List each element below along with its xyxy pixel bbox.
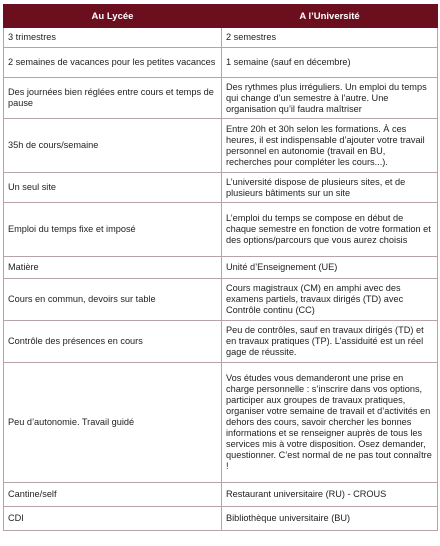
cell-lycee: Un seul site (4, 173, 222, 203)
cell-lycee: Contrôle des présences en cours (4, 321, 222, 363)
cell-lycee: Des journées bien réglées entre cours et temps de pause (4, 78, 222, 119)
comparison-table-container (3, 4, 437, 531)
cell-universite: Peu de contrôles, sauf en travaux dirigés (TD) et en travaux pratiques (TP). L’assiduité est un réel gage de réussite. (222, 321, 438, 363)
header-universite: A l’Université (222, 5, 438, 28)
table-row (4, 173, 438, 203)
table-row (4, 78, 438, 119)
table-row (4, 48, 438, 78)
table-row (4, 321, 438, 363)
cell-lycee: 35h de cours/semaine (4, 119, 222, 173)
cell-universite: Unité d’Enseignement (UE) (222, 257, 438, 279)
table-row (4, 363, 438, 483)
cell-lycee: Emploi du temps fixe et imposé (4, 203, 222, 257)
table-row (4, 119, 438, 173)
cell-universite: Cours magistraux (CM) en amphi avec des examens partiels, travaux dirigés (TD) avec Contrôle continu (CC) (222, 279, 438, 321)
cell-universite: Des rythmes plus irréguliers. Un emploi du temps qui change d’un semestre à l’autre. Une organisation qu’il faudra maîtriser (222, 78, 438, 119)
cell-universite: Entre 20h et 30h selon les formations. À ces heures, il est indispensable d’ajouter votre travail personnel en autonomie (travail en BU, recherches pour compléter les cours...). (222, 119, 438, 173)
cell-universite: Bibliothèque universitaire (BU) (222, 507, 438, 531)
table-row (4, 279, 438, 321)
cell-universite: Restaurant universitaire (RU) - CROUS (222, 483, 438, 507)
cell-universite: 1 semaine (sauf en décembre) (222, 48, 438, 78)
table-row (4, 257, 438, 279)
table-header-row (4, 5, 438, 28)
cell-lycee: 3 trimestres (4, 28, 222, 48)
table-row (4, 28, 438, 48)
cell-lycee: 2 semaines de vacances pour les petites vacances (4, 48, 222, 78)
cell-universite: L’université dispose de plusieurs sites, et de plusieurs bâtiments sur un site (222, 173, 438, 203)
cell-universite: L’emploi du temps se compose en début de chaque semestre en fonction de votre formation et des options/parcours que vous aurez choisis (222, 203, 438, 257)
cell-universite: Vos études vous demanderont une prise en charge personnelle : s’inscrire dans vos options, participer aux groupes de travaux pratiques, organiser votre semaine de travail et d’activités en dehors des cours, savoir chercher les bonnes informations et se renseigner auprès de tous les services mis à votre disposition. Osez demander, questionner. C’est normal de ne pas tout connaître ! (222, 363, 438, 483)
cell-lycee: Cantine/self (4, 483, 222, 507)
cell-lycee: Peu d’autonomie. Travail guidé (4, 363, 222, 483)
table-row (4, 483, 438, 507)
comparison-table (3, 4, 438, 531)
table-row (4, 203, 438, 257)
cell-lycee: CDI (4, 507, 222, 531)
table-row (4, 507, 438, 531)
header-lycee: Au Lycée (4, 5, 222, 28)
cell-lycee: Cours en commun, devoirs sur table (4, 279, 222, 321)
cell-universite: 2 semestres (222, 28, 438, 48)
cell-lycee: Matière (4, 257, 222, 279)
